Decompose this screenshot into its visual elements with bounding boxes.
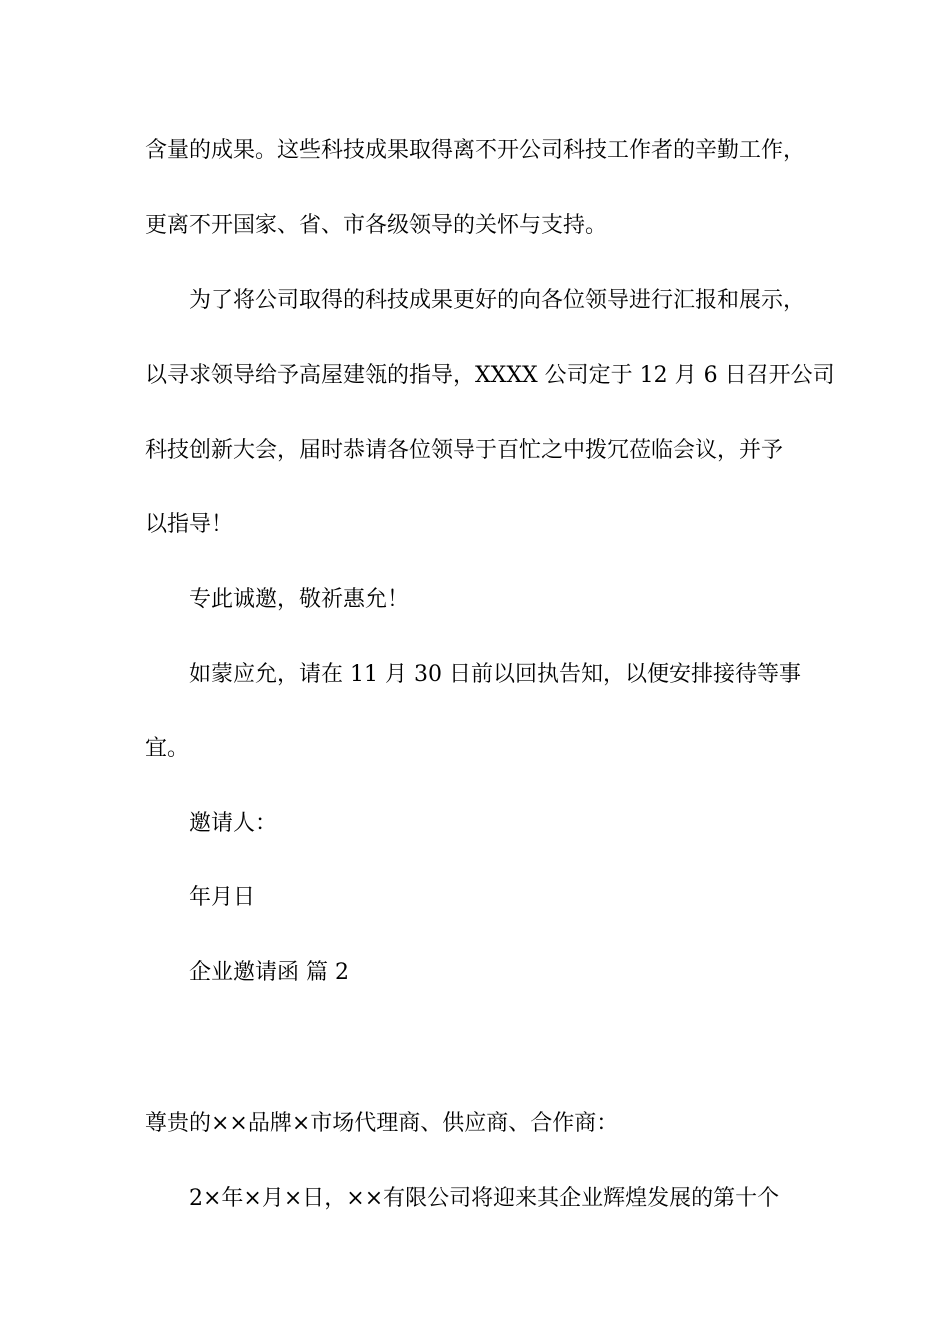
date-placeholder: 年月日 <box>189 885 256 910</box>
text-line-14: 2×年×月×日，××有限公司将迎来其企业辉煌发展的第十个 <box>189 1186 780 1211</box>
text-line-9: 宜。 <box>145 736 190 761</box>
text-line-4: 以寻求领导给予高屋建瓴的指导，XXXX 公司定于 12 月 6 日召开公司 <box>145 363 835 388</box>
section-title: 企业邀请函 篇 2 <box>189 960 349 985</box>
text-line-6: 以指导！ <box>145 512 234 537</box>
text-line-1: 含量的成果。这些科技成果取得离不开公司科技工作者的辛勤工作， <box>145 138 806 163</box>
text-line-7: 专此诚邀，敬祈惠允！ <box>189 587 410 612</box>
text-line-5: 科技创新大会，届时恭请各位领导于百忙之中拨冗莅临会议，并予 <box>145 438 784 463</box>
text-line-3: 为了将公司取得的科技成果更好的向各位领导进行汇报和展示， <box>189 288 806 313</box>
text-line-2: 更离不开国家、省、市各级领导的关怀与支持。 <box>145 213 608 238</box>
inviter-label: 邀请人： <box>189 811 278 836</box>
text-line-8: 如蒙应允，请在 11 月 30 日前以回执告知，以便安排接待等事 <box>189 662 801 687</box>
salutation: 尊贵的××品牌×市场代理商、供应商、合作商： <box>145 1111 619 1136</box>
